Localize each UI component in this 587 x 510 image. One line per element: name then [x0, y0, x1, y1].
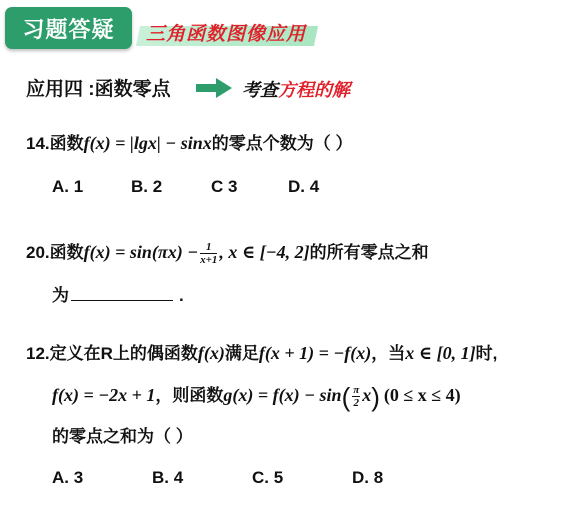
problem-12-paren-right: ) — [371, 381, 380, 412]
problem-20-fraction — [200, 241, 217, 266]
problem-12-stem-line2 — [52, 381, 461, 412]
problem-12-choice-a: A. 3 — [52, 468, 84, 487]
problem-20-expression: f(x) = sin(πx) − — [83, 242, 199, 262]
problem-20-tail: 的所有零点之和 — [309, 243, 429, 262]
problem-12-fraction-numerator: π — [353, 384, 360, 397]
problem-12-choice-d: D. 8 — [352, 468, 384, 487]
problem-12-expr-range: (0 ≤ x ≤ 4) — [383, 385, 461, 405]
problem-12-expr-periodic: f(x + 1) = −f(x) — [258, 343, 372, 363]
problem-12-text-d: 时, — [475, 344, 498, 363]
problem-12-text-a: 定义在R上的偶函数 — [49, 344, 198, 363]
problem-12-number: 12. — [26, 344, 50, 363]
header-title-block — [138, 22, 306, 48]
problem-20-stem — [26, 240, 429, 266]
problem-14-number: 14. — [26, 134, 50, 153]
problem-12-expr-g: g(x) = f(x) − sin — [223, 385, 342, 405]
problem-20-answer-period: . — [179, 286, 184, 305]
problem-12-stem-line3: 的零点之和为（ ） — [52, 427, 193, 446]
problem-20-answer-lead: 为 — [52, 286, 69, 305]
problem-14-choice-d: D. 4 — [288, 177, 320, 196]
right-arrow-icon — [196, 78, 232, 98]
problem-12-expr-interval: x ∈ [0, 1] — [405, 343, 476, 363]
problem-12-text-e: ，则函数 — [155, 386, 224, 405]
problem-12-fraction-denominator: 2 — [353, 397, 359, 410]
problem-12-stem-line1 — [26, 341, 497, 366]
problem-12-paren-left: ( — [341, 381, 351, 412]
problem-20-domain: , x ∈ [−4, 2] — [219, 242, 310, 262]
problem-12-text-c: ，当 — [371, 344, 406, 363]
problem-14-tail: 的零点个数为（ ） — [211, 134, 353, 153]
problem-14-choice-a: A. 1 — [52, 177, 84, 196]
problem-20-number: 20. — [26, 243, 50, 262]
problem-14-choice-b: B. 2 — [131, 177, 163, 196]
problem-14-choice-c: C 3 — [211, 177, 238, 196]
problem-12-expr-x: x — [362, 385, 372, 405]
problem-20-lead: 函数 — [49, 243, 84, 262]
problem-14-stem — [26, 131, 352, 156]
problem-14-expression: f(x) = |lgx| − sinx — [83, 133, 212, 153]
problem-20-fraction-numerator: 1 — [200, 241, 217, 254]
problem-20-answer-line — [52, 284, 184, 308]
problem-12-choice-b: B. 4 — [152, 468, 184, 487]
header-title: 三角函数图像应用 — [146, 24, 307, 45]
problem-12-expr-def: f(x) = −2x + 1 — [52, 385, 156, 405]
section-focus — [242, 76, 350, 102]
problem-20-answer-blank[interactable] — [71, 284, 173, 301]
header-badge: 习题答疑 — [5, 7, 132, 49]
problem-12-fraction — [352, 384, 360, 409]
problem-12-choice-c: C. 5 — [252, 468, 284, 487]
problem-20-fraction-denominator: x+1 — [200, 254, 218, 267]
section-focus-prefix: 考查 — [242, 80, 278, 100]
section-label: 应用四 :函数零点 — [26, 79, 171, 100]
problem-12-text-b: 满足 — [224, 344, 259, 363]
problem-12-expr-fx: f(x) — [197, 343, 225, 363]
problem-14-lead: 函数 — [49, 134, 84, 153]
section-focus-highlight: 方程的解 — [278, 80, 350, 100]
